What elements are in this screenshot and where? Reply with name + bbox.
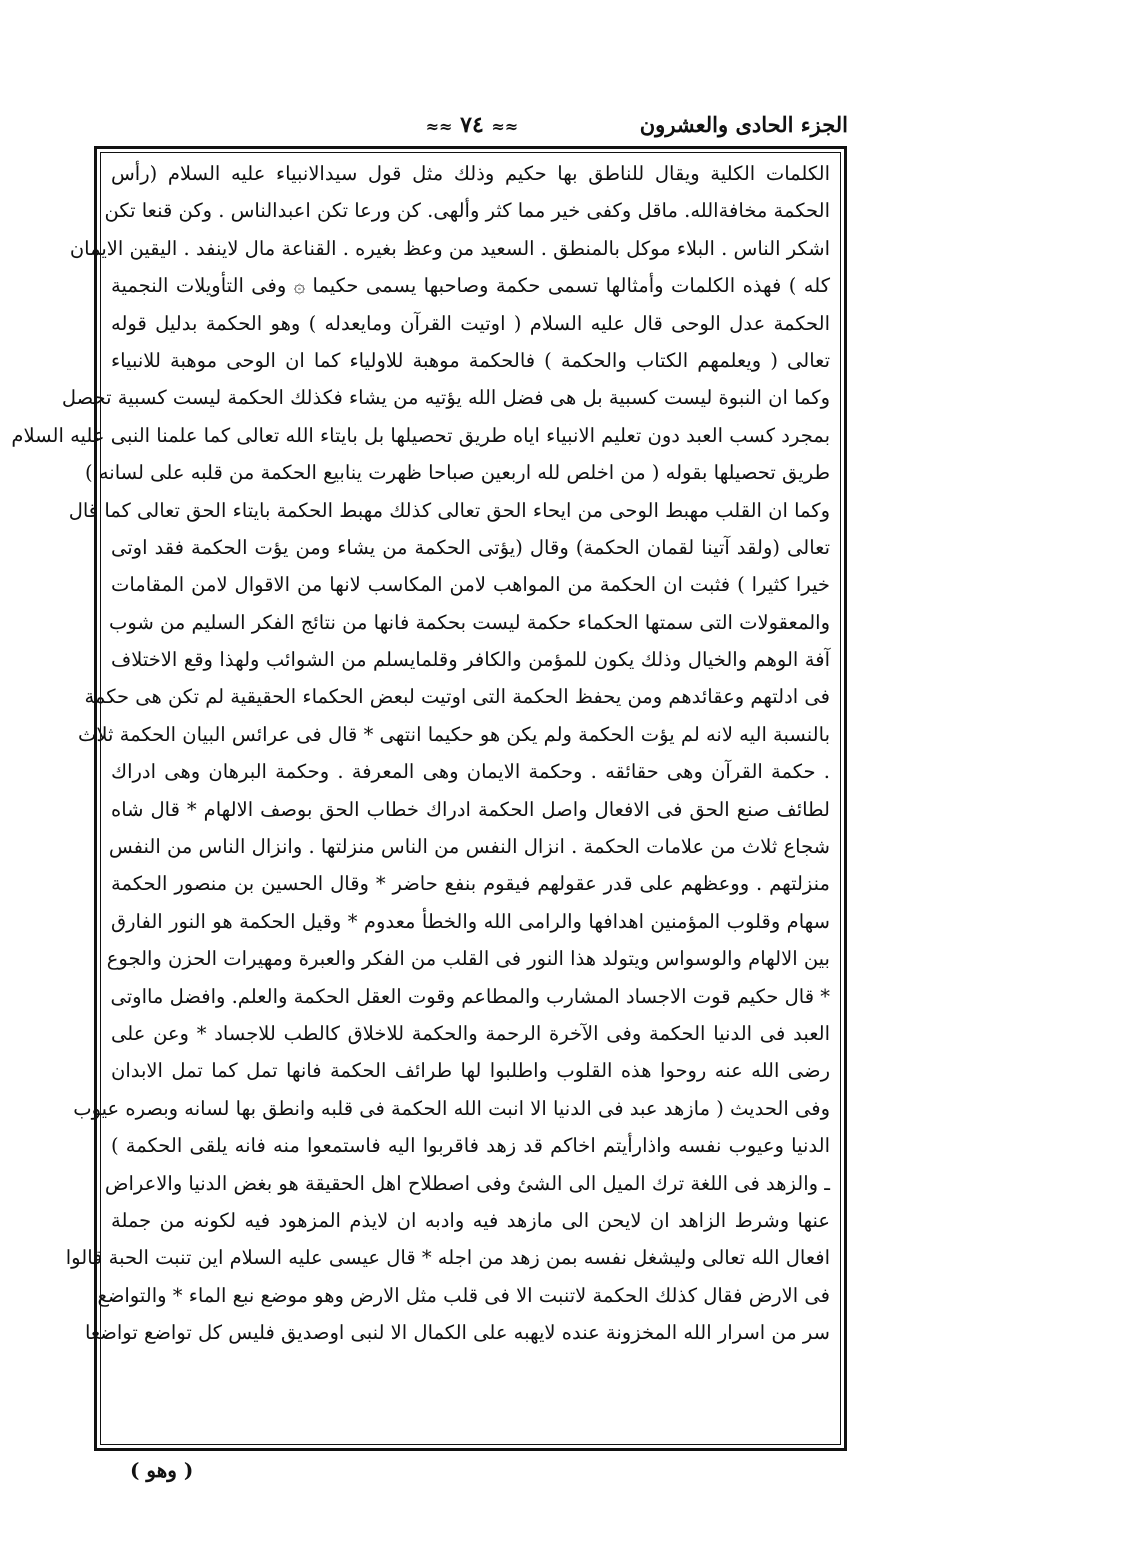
- text-line: الحكمة مخافةالله. ماقل وكفى خير مما كثر وألهى. كن ورعا تكن اعبدالناس . وكن قنعا تكن: [104, 199, 830, 223]
- text-line: طريق تحصيلها بقوله ( من اخلص لله اربعين صباحا ظهرت ينابيع الحكمة من قلبه على لسانه ): [85, 461, 830, 485]
- text-line: وكما ان النبوة ليست كسبية بل هى فضل الله يؤتيه من يشاء فكذلك الحكمة ليست كسبية تحصل: [61, 386, 830, 410]
- text-line: ـ والزهد فى اللغة ترك الميل الى الشئ وفى اصطلاح اهل الحقيقة هو بغض الدنيا والاعراض: [104, 1171, 830, 1195]
- text-line: تعالى (ولقد آتينا لقمان الحكمة) وقال (يؤتى الحكمة من يشاء ومن يؤت الحكمة فقد اوتى: [111, 535, 830, 559]
- text-line: شجاع ثلاث من علامات الحكمة . انزال النفس من الناس منزلتها . وانزال الناس من النفس: [108, 835, 830, 859]
- text-line: الكلمات الكلية ويقال للناطق بها حكيم وذلك مثل قول سيدالانبياء عليه السلام (رأس: [111, 162, 830, 185]
- page-number-group: [426, 112, 519, 138]
- text-line: تعالى ( ويعلمهم الكتاب والحكمة ) فالحكمة موهبة للاولياء كما ان الوحى موهبة للانبياء: [111, 348, 830, 372]
- page-number: ٧٤: [460, 112, 484, 138]
- text-line: بمجرد كسب العبد دون تعليم الانبياء اياه طريق تحصيلها بل بايتاء الله تعالى كما علمنا النبى عليه السلام: [11, 423, 830, 447]
- text-line: منزلتهم . ووعظهم على قدر عقولهم فيقوم بنفع حاضر * وقال الحسين بن منصور الحكمة: [111, 872, 830, 896]
- page-header: [96, 112, 848, 146]
- text-line: سر من اسرار الله المخزونة عنده لايهبه على الكمال الا لنبى اوصديق فليس كل تواضع تواضعا: [84, 1321, 830, 1345]
- text-line: خيرا كثيرا ) فثبت ان الحكمة من المواهب لامن المكاسب لانها من الاقوال لامن المقامات: [111, 573, 830, 597]
- text-line: العبد فى الدنيا الحكمة وفى الآخرة الرحمة والحكمة للاخلاق كالطب للاجساد * وعن على: [111, 1021, 830, 1045]
- text-line: لطائف صنع الحق فى الافعال واصل الحكمة ادراك خطاب الحق بوصف الالهام * قال شاه: [111, 797, 830, 821]
- text-line: بالنسبة اليه لانه لم يؤت الحكمة ولم يكن هو حكيما انتهى * قال فى عرائس البيان الحكمة ثلاث: [78, 722, 830, 746]
- text-line: افعال الله تعالى وليشغل نفسه بمن زهد من اجله * قال عيسى عليه السلام اين تنبت الحبة قالوا: [65, 1246, 830, 1270]
- text-line: وكما ان القلب مهبط الوحى من ايحاء الحق تعالى كذلك مهبط الحكمة بايتاء الحق تعالى كما قال: [68, 498, 830, 522]
- text-line: اشكر الناس . البلاء موكل بالمنطق . السعيد من وعظ بغيره . القناعة مال لاينفد . اليقين الايمان: [69, 236, 830, 260]
- text-frame: [11, 146, 847, 1451]
- text-line: [111, 1389, 830, 1426]
- text-line: وفى الحديث ( مازهد عبد فى الدنيا الا انبت الله الحكمة فى قلبه وانطق بها لسانه وبصره عيوب: [73, 1096, 830, 1120]
- catchword: ( وهو ): [130, 1458, 194, 1482]
- running-head: الجزء الحادى والعشرون: [639, 112, 848, 137]
- ornament-right-icon: ≈≈: [491, 117, 519, 136]
- text-line: آفة الوهم والخيال وذلك يكون للمؤمن والكافر وقلمايسلم من الشوائب ولهذا وقع الاختلاف: [111, 648, 830, 672]
- text-line: [111, 1352, 830, 1389]
- text-line: * قال حكيم قوت الاجساد المشارب والمطاعم وقوت العقل الحكمة والعلم. وافضل مااوتى: [110, 984, 830, 1008]
- text-line: الدنيا وعيوب نفسه واذارأيتم اخاكم قد زهد فاقربوا اليه فاستمعوا منه فانه يلقى الحكمة ): [111, 1134, 830, 1158]
- text-line: الحكمة عدل الوحى قال عليه السلام ( اوتيت القرآن ومايعدله ) وهو الحكمة بدليل قوله: [111, 311, 830, 335]
- text-line: بين الالهام والوسواس ويتولد هذا النور فى القلب من الفكر والعبرة ومهيرات الحزن والجوع: [106, 947, 830, 971]
- text-line: كله ) فهذه الكلمات وأمثالها تسمى حكمة وصاحبها يسمى حكيما ۞ وفى التأويلات النجمية: [111, 274, 830, 298]
- text-line: فى ادلتهم وعقائدهم ومن يحفظ الحكمة التى اوتيت لبعض الحكماء الحقيقية لم تكن هى حكمة: [84, 685, 830, 709]
- ornament-left-icon: ≈≈: [425, 117, 453, 136]
- text-line: رضى الله عنه روحوا هذه القلوب واطلبوا لها طرائف الحكمة فانها تمل كما تمل الابدان: [111, 1059, 830, 1083]
- text-line: والمعقولات التى سمتها الحكماء حكمة ليست بحكمة فانها من نتائج الفكر السليم من شوب: [109, 610, 830, 634]
- text-line: عنها وشرط الزاهد ان لايحن الى مازهد فيه وادبه ان لايذم المزهود فيه لكونه من جملة: [111, 1208, 830, 1232]
- text-line: . حكمة القرآن وهى حقائقه . وحكمة الايمان وهى المعرفة . وحكمة البرهان وهى ادراك: [111, 760, 830, 784]
- text-line: سهام وقلوب المؤمنين اهدافها والرامى الله والخطأ معدوم * وقيل الحكمة هو النور الفارق: [111, 909, 830, 933]
- text-line: فى الارض فقال كذلك الحكمة لاتنبت الا فى قلب مثل الارض وهو موضع نبع الماء * والتواضع: [97, 1283, 830, 1307]
